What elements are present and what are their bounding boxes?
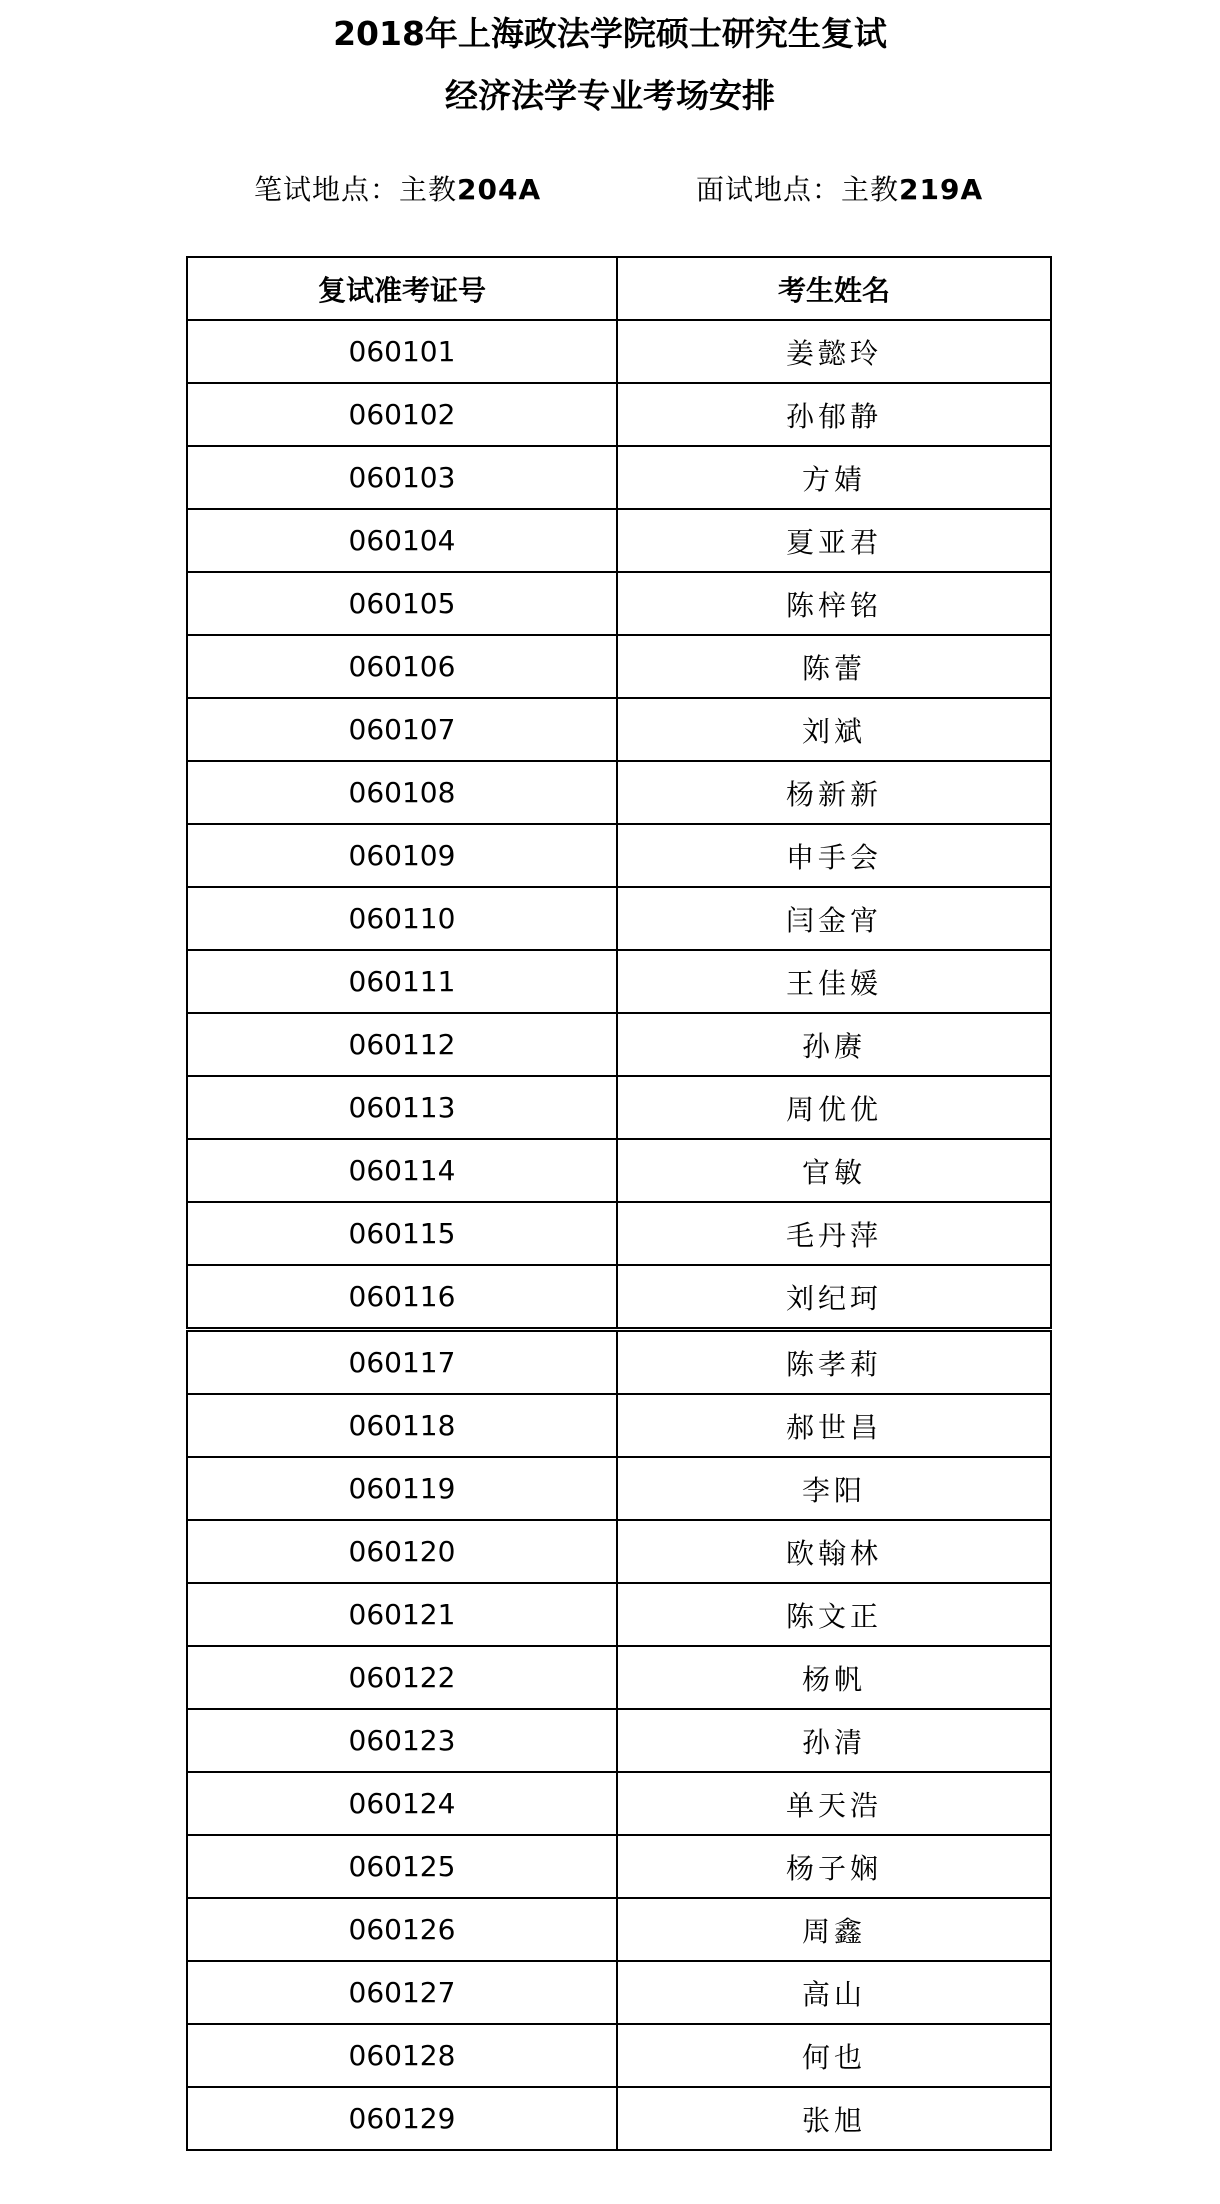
candidate-name-cell: 陈梓铭 [617,572,1051,635]
exam-number-cell: 060124 [187,1772,617,1835]
candidate-name-cell: 方婧 [617,446,1051,509]
table-row [187,824,1051,887]
exam-number-cell: 060111 [187,950,617,1013]
candidate-name-cell: 夏亚君 [617,509,1051,572]
table-row [187,1202,1051,1265]
candidate-name-cell: 单天浩 [617,1772,1051,1835]
table-row [187,2087,1051,2150]
candidate-name-cell: 毛丹萍 [617,1202,1051,1265]
exam-number-cell: 060129 [187,2087,617,2150]
table-row [187,1139,1051,1202]
candidate-name-cell: 欧翰林 [617,1520,1051,1583]
table-row [187,1961,1051,2024]
candidate-name-cell: 孙清 [617,1709,1051,1772]
page-subtitle: 经济法学专业考场安排 [445,76,775,115]
header-exam-number: 复试准考证号 [187,257,617,320]
candidate-name-cell: 李阳 [617,1457,1051,1520]
candidate-name-cell: 高山 [617,1961,1051,2024]
exam-number-cell: 060117 [187,1330,617,1395]
candidate-name-cell: 孙郁静 [617,383,1051,446]
table-row [187,1520,1051,1583]
table-row [187,383,1051,446]
interview-location [696,172,983,208]
table-row [187,1330,1051,1395]
exam-number-cell: 060110 [187,887,617,950]
table-row [187,1013,1051,1076]
candidate-name-cell: 周优优 [617,1076,1051,1139]
candidate-name-cell: 杨子娴 [617,1835,1051,1898]
table-row [187,446,1051,509]
written-exam-room: 204A [457,173,542,206]
exam-number-cell: 060123 [187,1709,617,1772]
table-row [187,950,1051,1013]
candidate-name-cell: 孙赓 [617,1013,1051,1076]
table-row [187,1646,1051,1709]
exam-number-cell: 060114 [187,1139,617,1202]
candidate-name-cell: 杨新新 [617,761,1051,824]
exam-number-cell: 060103 [187,446,617,509]
candidate-name-cell: 陈文正 [617,1583,1051,1646]
table-row [187,635,1051,698]
table-row [187,1394,1051,1457]
table-row [187,698,1051,761]
exam-number-cell: 060107 [187,698,617,761]
candidate-name-cell: 闫金宵 [617,887,1051,950]
candidate-name-cell: 申手会 [617,824,1051,887]
candidate-name-cell: 陈孝莉 [617,1330,1051,1395]
written-exam-location [254,172,541,208]
written-exam-label: 笔试地点：主教 [254,173,458,206]
interview-label: 面试地点：主教 [696,173,900,206]
exam-number-cell: 060128 [187,2024,617,2087]
exam-number-cell: 060112 [187,1013,617,1076]
table-row [187,887,1051,950]
table-row [187,1265,1051,1330]
candidate-name-cell: 陈蕾 [617,635,1051,698]
candidate-name-cell: 刘斌 [617,698,1051,761]
exam-arrangement-table [186,256,1052,2151]
candidate-name-cell: 王佳媛 [617,950,1051,1013]
table-row [187,1583,1051,1646]
exam-number-cell: 060125 [187,1835,617,1898]
exam-number-cell: 060104 [187,509,617,572]
table-row [187,1076,1051,1139]
exam-number-cell: 060113 [187,1076,617,1139]
table-row [187,1898,1051,1961]
exam-number-cell: 060120 [187,1520,617,1583]
exam-number-cell: 060121 [187,1583,617,1646]
candidate-name-cell: 何也 [617,2024,1051,2087]
table-row [187,572,1051,635]
page-title: 2018年上海政法学院硕士研究生复试 [333,14,887,53]
candidate-name-cell: 张旭 [617,2087,1051,2150]
exam-number-cell: 060119 [187,1457,617,1520]
exam-number-cell: 060108 [187,761,617,824]
exam-number-cell: 060105 [187,572,617,635]
exam-number-cell: 060126 [187,1898,617,1961]
table-row [187,509,1051,572]
table-header-row [187,257,1051,320]
candidate-name-cell: 姜懿玲 [617,320,1051,383]
candidate-name-cell: 杨帆 [617,1646,1051,1709]
exam-number-cell: 060115 [187,1202,617,1265]
candidate-name-cell: 官敏 [617,1139,1051,1202]
table-row [187,320,1051,383]
table-row [187,1835,1051,1898]
candidate-name-cell: 郝世昌 [617,1394,1051,1457]
table-row [187,1772,1051,1835]
header-candidate-name: 考生姓名 [617,257,1051,320]
exam-number-cell: 060127 [187,1961,617,2024]
interview-room: 219A [899,173,984,206]
exam-number-cell: 060101 [187,320,617,383]
exam-number-cell: 060106 [187,635,617,698]
table-row [187,2024,1051,2087]
table-row [187,1709,1051,1772]
exam-number-cell: 060118 [187,1394,617,1457]
table-body [187,320,1051,2150]
table-row [187,761,1051,824]
table-row [187,1457,1051,1520]
exam-number-cell: 060102 [187,383,617,446]
exam-number-cell: 060116 [187,1265,617,1330]
exam-number-cell: 060109 [187,824,617,887]
candidate-name-cell: 刘纪珂 [617,1265,1051,1330]
candidate-name-cell: 周鑫 [617,1898,1051,1961]
exam-number-cell: 060122 [187,1646,617,1709]
